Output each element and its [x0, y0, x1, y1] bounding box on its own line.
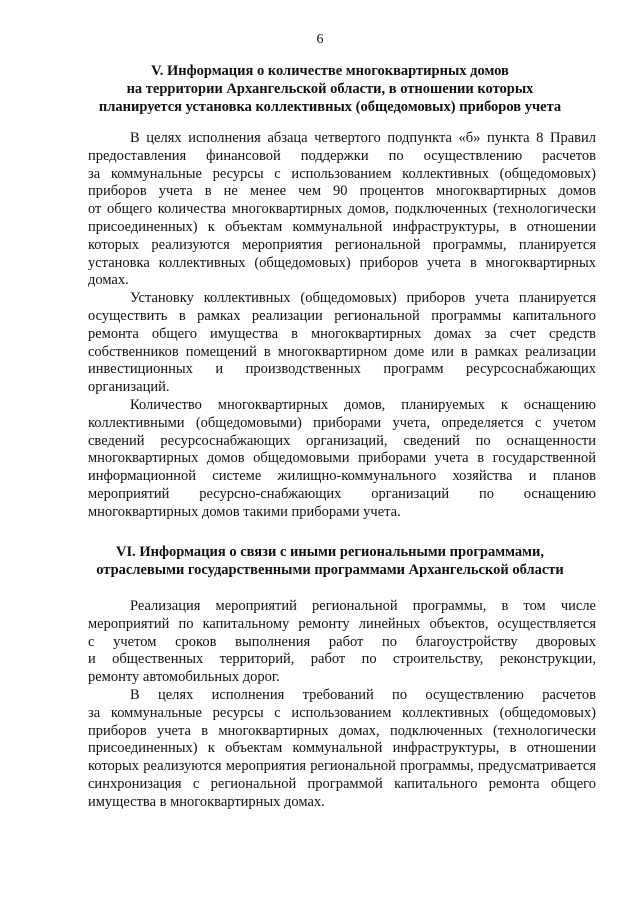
text-line: Реализация мероприятий региональной программы, в том числе	[130, 598, 596, 614]
text-line: осуществить в рамках реализации региональной программы капитального	[88, 307, 596, 324]
section-vi-body	[88, 598, 596, 812]
text-line: многоквартирных домов общедомовыми приборами учета в государственной	[88, 450, 596, 467]
text-line: присоединенных) к объектам коммунальной инфраструктуры, в отношении	[88, 218, 596, 235]
text-line: которых реализуются мероприятия региональной программы, планируется	[88, 236, 596, 253]
text-line: Количество многоквартирных домов, планируемых к оснащению	[130, 396, 596, 413]
section-v-title-line: планируется установка коллективных (общедомовых) приборов учета	[98, 99, 562, 115]
section-v-body	[88, 130, 596, 522]
text-line: В целях исполнения требований по осуществлению расчетов	[130, 686, 596, 703]
text-line: за коммунальные ресурсы с использованием коллективных (общедомовых)	[88, 704, 596, 721]
text-line: предоставления финансовой поддержки по осуществлению расчетов	[88, 147, 596, 164]
text-line: от общего количества многоквартирных домов, подключенных (технологически	[88, 201, 596, 218]
text-line: приборов учета в многоквартирных домах, подключенных (технологически	[88, 722, 596, 739]
text-line: синхронизация с региональной программой капитального ремонта общего	[88, 775, 596, 792]
text-line: мероприятий ресурсно-снабжающих организаций по оснащению	[88, 485, 596, 502]
section-vi-title-line: отраслевыми государственными программами Архангельской области	[96, 562, 564, 578]
text-line: установка коллективных (общедомовых) приборов учета в многоквартирных	[88, 254, 596, 271]
text-line: сведений ресурсоснабжающих организаций, сведений по оснащенности	[88, 432, 596, 449]
page-number: 6	[316, 32, 324, 47]
text-line: многоквартирных домов такими приборами учета.	[88, 503, 401, 520]
text-line: инвестиционных и производственных программ ресурсоснабжающих	[88, 361, 596, 378]
section-v-title-line: V. Информация о количестве многоквартирных домов	[151, 63, 509, 79]
text-line: В целях исполнения абзаца четвертого подпункта «б» пункта 8 Правил	[130, 130, 596, 146]
section-vi-paragraph-1	[88, 598, 596, 687]
text-line: которых реализуются мероприятия региональной программы, предусматривается	[88, 758, 596, 775]
text-line: мероприятий по капитальному ремонту линейных объектов, осуществляется	[88, 615, 596, 632]
section-v-title-line: на территории Архангельской области, в отношении которых	[126, 81, 534, 97]
section-vi-title-line: VI. Информация о связи с иными региональными программами,	[116, 544, 544, 560]
text-line: имущества в многоквартирных домах.	[88, 793, 325, 810]
section-vi-title	[60, 543, 600, 579]
text-line: с учетом сроков выполнения работ по благоустройству дворовых	[88, 633, 596, 650]
text-line: собственников помещений в многоквартирном доме или в рамках реализации	[88, 343, 596, 360]
text-line: за коммунальные ресурсы с использованием коллективных (общедомовых)	[88, 165, 596, 182]
text-line: информационной системе жилищно-коммунального хозяйства и планов	[88, 468, 596, 485]
section-v-paragraph-1	[88, 130, 596, 290]
text-line: и общественных территорий, работ по строительству, реконструкции,	[88, 651, 596, 668]
section-v-title	[60, 62, 600, 116]
text-line: Установку коллективных (общедомовых) приборов учета планируется	[130, 290, 596, 307]
section-vi-paragraph-2	[88, 687, 596, 812]
text-line: приборов учета в не менее чем 90 процентов многоквартирных домов	[88, 183, 596, 200]
text-line: ремонту автомобильных дорог.	[88, 669, 280, 686]
section-v-paragraph-2	[88, 290, 596, 397]
text-line: организаций.	[88, 379, 170, 396]
text-line: коллективными (общедомовыми) приборами учета, определяется с учетом	[88, 414, 596, 431]
text-line: домах.	[88, 272, 129, 289]
text-line: ремонта общего имущества в многоквартирных домах за счет средств	[88, 325, 596, 342]
section-v-paragraph-3	[88, 397, 596, 522]
text-line: присоединенных) к объектам коммунальной инфраструктуры, в отношении	[88, 740, 596, 757]
